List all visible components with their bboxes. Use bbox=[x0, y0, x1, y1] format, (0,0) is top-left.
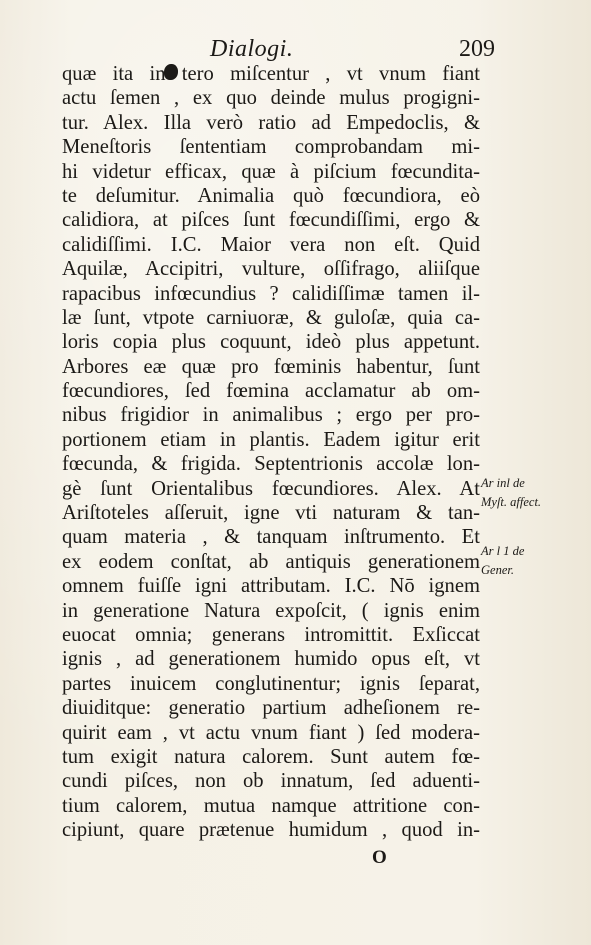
text-line: tur. Alex. Illa verò ratio ad Empedoclis, & bbox=[62, 111, 480, 134]
running-head-title: Dialogi. bbox=[210, 36, 294, 62]
text-line: partes inuicem conglutinentur; ignis ſeparat, bbox=[62, 672, 480, 695]
text-line: fœcundiores, ſed fœmina acclamatur ab om- bbox=[62, 380, 480, 403]
text-line: gè ſunt Orientalibus fœcundiores. Alex. At bbox=[62, 477, 480, 500]
text-line: ignis , ad generationem humido opus eſt, vt bbox=[62, 648, 480, 671]
text-line: tium calorem, mutua namque attritione con- bbox=[62, 794, 480, 817]
text-line: portionem etiam in plantis. Eadem igitur erit bbox=[62, 428, 480, 451]
text-line: nibus frigidior in animalibus ; ergo per pro- bbox=[62, 404, 480, 427]
text-line: calidiſſimi. I.C. Maior vera non eſt. Quid bbox=[62, 233, 480, 256]
text-line: omnem fuiſſe igni attributam. I.C. Nō ignem bbox=[62, 575, 480, 598]
text-line: fœcunda, & frigida. Septentrionis accolæ lon- bbox=[62, 453, 480, 476]
text-line: Ariſtoteles aſſeruit, igne vti naturam & tan- bbox=[62, 502, 480, 525]
text-line: Meneſtoris ſententiam comprobandam mi- bbox=[62, 136, 480, 159]
text-line: cipiunt, quare prætenue humidum , quod in- bbox=[62, 819, 480, 842]
text-line: diuiditque: generatio partium adheſionem re- bbox=[62, 697, 480, 720]
text-line: ex eodem conſtat, ab antiquis generationem bbox=[62, 550, 480, 573]
text-line: quirit eam , vt actu vnum fiant ) ſed modera- bbox=[62, 721, 480, 744]
text-line: quam materia , & tanquam inſtrumento. Et bbox=[62, 526, 480, 549]
running-head bbox=[210, 36, 495, 64]
text-line: quæ ita in tero miſcentur , vt vnum fiant bbox=[62, 63, 480, 85]
signature-mark: O bbox=[372, 847, 387, 868]
text-line: Aquilæ, Accipitri, vulture, oſſifrago, aliiſque bbox=[62, 258, 480, 281]
text-line: cundi piſces, non ob innatum, ſed aduenti- bbox=[62, 770, 480, 793]
margin-notes bbox=[481, 474, 585, 580]
margin-note: Ar inl de bbox=[481, 476, 525, 490]
margin-note: Ar l 1 de bbox=[481, 544, 525, 558]
text-line: calidiora, at piſces ſunt fœcundiſſimi, ergo & bbox=[62, 209, 480, 232]
text-line: te deſumitur. Animalia quò fœcundiora, eò bbox=[62, 184, 480, 207]
text-line: loris copia plus coquunt, ideò plus appetunt. bbox=[62, 331, 480, 354]
text-line: Arbores eæ quæ pro fœminis habentur, ſunt bbox=[62, 355, 480, 378]
text-line: actu ſemen , ex quo deinde mulus progigni- bbox=[62, 87, 480, 110]
text-line: in generatione Natura expoſcit, ( ignis enim bbox=[62, 599, 480, 622]
margin-note: Gener. bbox=[481, 563, 514, 577]
text-line: læ ſunt, vtpote carniuoræ, & guloſæ, quia ca- bbox=[62, 306, 480, 329]
text-line: tum exigit natura calorem. Sunt autem fœ- bbox=[62, 745, 480, 768]
margin-note: Myſt. affect. bbox=[481, 495, 542, 509]
page-number: 209 bbox=[459, 36, 495, 62]
body-text bbox=[62, 62, 480, 843]
text-line: euocat omnia; generans intromittit. Exſiccat bbox=[62, 623, 480, 646]
text-line: rapacibus infœcundius ? calidiſſimæ tamen il- bbox=[62, 282, 480, 305]
text-line: hi videtur efficax, quæ à piſcium fœcundita- bbox=[62, 160, 480, 183]
